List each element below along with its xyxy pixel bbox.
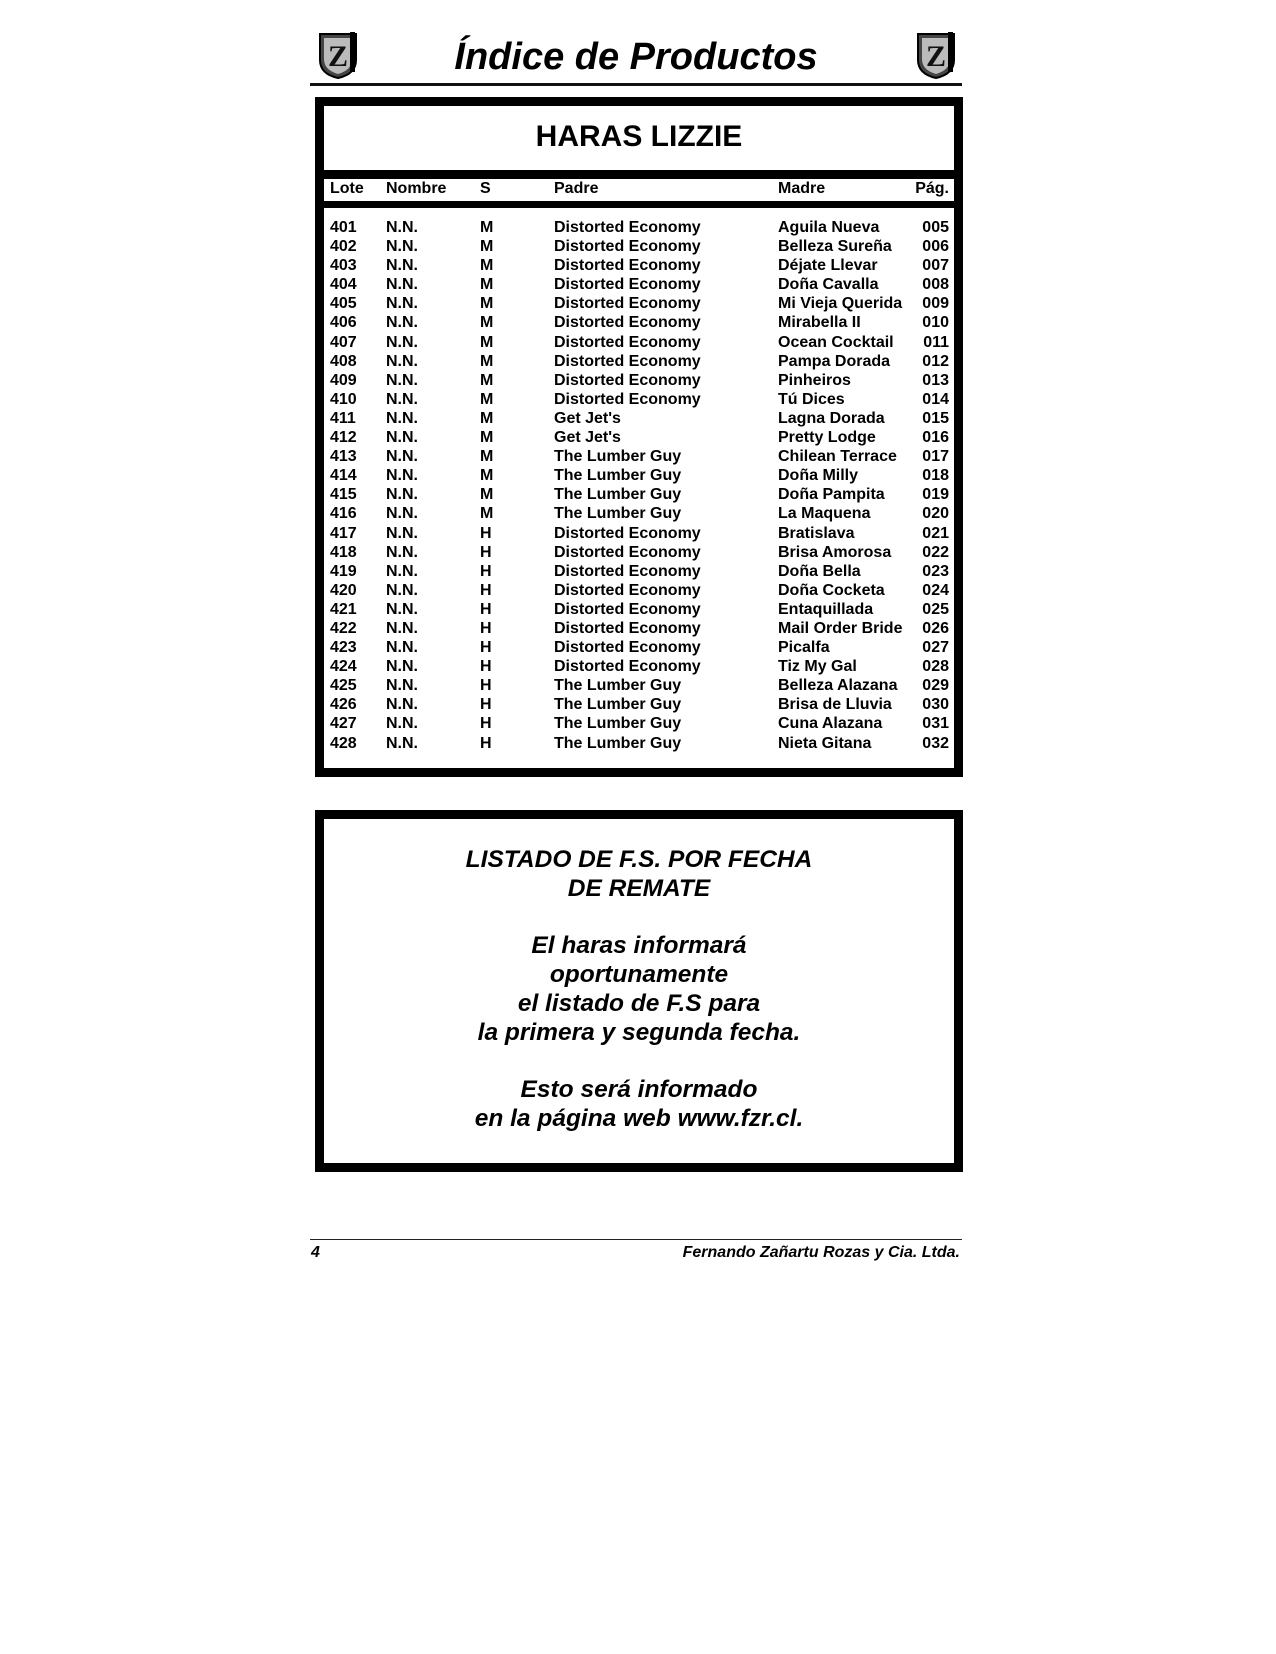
cell-pag: 029 xyxy=(922,677,949,695)
cell-pag: 026 xyxy=(922,619,949,637)
page-title: Índice de Productos xyxy=(454,36,818,78)
table-row xyxy=(324,409,954,428)
column-header-s: S xyxy=(480,180,491,197)
cell-madre: Doña Bella xyxy=(778,562,861,580)
cell-lote: 401 xyxy=(330,219,357,236)
cell-lote: 424 xyxy=(330,658,357,676)
cell-pag: 021 xyxy=(922,524,949,542)
header-rule xyxy=(310,83,962,86)
cell-pag: 027 xyxy=(922,639,949,657)
cell-padre: Distorted Economy xyxy=(554,238,701,256)
column-header-padre: Padre xyxy=(554,180,599,197)
table-row xyxy=(324,734,954,753)
table-row xyxy=(324,485,954,504)
divider xyxy=(324,201,954,208)
cell-pag: 019 xyxy=(922,486,949,504)
cell-pag: 007 xyxy=(922,257,949,275)
cell-madre: Pampa Dorada xyxy=(778,352,891,370)
notice-line: en la página web www.fzr.cl. xyxy=(474,1105,804,1132)
cell-padre: The Lumber Guy xyxy=(554,486,682,504)
cell-lote: 419 xyxy=(330,562,357,580)
column-header-lote: Lote xyxy=(330,180,364,197)
cell-s: M xyxy=(480,276,494,294)
cell-pag: 015 xyxy=(922,409,949,427)
notice-heading: DE REMATE xyxy=(567,875,711,902)
table-row xyxy=(324,352,954,371)
cell-nombre: N.N. xyxy=(386,734,418,752)
cell-lote: 414 xyxy=(330,467,357,485)
cell-padre: The Lumber Guy xyxy=(554,715,682,733)
cell-s: H xyxy=(480,734,492,752)
cell-lote: 402 xyxy=(330,238,357,256)
cell-padre: The Lumber Guy xyxy=(554,467,682,485)
cell-madre: Bratislava xyxy=(778,524,855,542)
cell-nombre: N.N. xyxy=(386,696,418,714)
cell-nombre: N.N. xyxy=(386,619,418,637)
footer-company: Fernando Zañartu Rozas y Cia. Ltda. xyxy=(682,1244,960,1261)
cell-lote: 405 xyxy=(330,295,357,313)
cell-madre: Doña Cavalla xyxy=(778,276,879,294)
cell-padre: Distorted Economy xyxy=(554,619,701,637)
cell-pag: 023 xyxy=(922,562,949,580)
notice-line: la primera y segunda fecha. xyxy=(477,1019,801,1046)
cell-madre: Picalfa xyxy=(778,639,830,657)
cell-nombre: N.N. xyxy=(386,333,418,351)
cell-padre: Distorted Economy xyxy=(554,581,701,599)
haras-product-table xyxy=(315,97,963,777)
cell-madre: Mirabella II xyxy=(778,314,861,332)
cell-s: H xyxy=(480,562,492,580)
cell-madre: Ocean Cocktail xyxy=(778,333,894,351)
cell-madre: Doña Pampita xyxy=(778,486,885,504)
cell-pag: 024 xyxy=(922,581,949,599)
table-row xyxy=(324,657,954,676)
table-row xyxy=(324,714,954,733)
cell-pag: 020 xyxy=(922,505,949,523)
table-body xyxy=(324,218,954,753)
cell-padre: The Lumber Guy xyxy=(554,677,682,695)
cell-madre: Belleza Alazana xyxy=(778,677,898,695)
table-row xyxy=(324,333,954,352)
company-logo-icon xyxy=(912,30,960,80)
cell-madre: Chilean Terrace xyxy=(778,448,897,466)
cell-lote: 422 xyxy=(330,619,357,637)
cell-s: M xyxy=(480,238,494,256)
cell-padre: Distorted Economy xyxy=(554,562,701,580)
cell-nombre: N.N. xyxy=(386,639,418,657)
notice-heading: LISTADO DE F.S. POR FECHA xyxy=(465,846,813,873)
cell-padre: Distorted Economy xyxy=(554,600,701,618)
table-row xyxy=(324,390,954,409)
cell-s: M xyxy=(480,448,494,466)
footer-rule xyxy=(310,1239,962,1240)
cell-s: H xyxy=(480,658,492,676)
cell-lote: 407 xyxy=(330,333,357,351)
cell-nombre: N.N. xyxy=(386,581,418,599)
cell-nombre: N.N. xyxy=(386,371,418,389)
cell-madre: Mi Vieja Querida xyxy=(778,295,903,313)
cell-s: M xyxy=(480,390,494,408)
cell-pag: 011 xyxy=(923,333,949,351)
cell-s: M xyxy=(480,333,494,351)
cell-lote: 427 xyxy=(330,715,357,733)
table-row xyxy=(324,294,954,313)
cell-pag: 008 xyxy=(922,276,949,294)
cell-s: H xyxy=(480,715,492,733)
table-row xyxy=(324,428,954,447)
cell-lote: 426 xyxy=(330,696,357,714)
cell-pag: 009 xyxy=(922,295,949,313)
cell-nombre: N.N. xyxy=(386,276,418,294)
cell-padre: Distorted Economy xyxy=(554,314,701,332)
cell-nombre: N.N. xyxy=(386,390,418,408)
svg-text:Z: Z xyxy=(925,40,947,73)
cell-pag: 014 xyxy=(922,390,949,408)
table-row xyxy=(324,543,954,562)
cell-lote: 420 xyxy=(330,581,357,599)
cell-s: H xyxy=(480,543,492,561)
cell-nombre: N.N. xyxy=(386,658,418,676)
cell-nombre: N.N. xyxy=(386,486,418,504)
cell-lote: 408 xyxy=(330,352,357,370)
cell-padre: The Lumber Guy xyxy=(554,505,682,523)
cell-s: M xyxy=(480,219,494,236)
table-row xyxy=(324,218,954,237)
table-row xyxy=(324,256,954,275)
cell-pag: 016 xyxy=(922,429,949,447)
table-row xyxy=(324,313,954,332)
table-header xyxy=(324,179,954,201)
cell-s: M xyxy=(480,429,494,447)
cell-s: M xyxy=(480,467,494,485)
cell-pag: 010 xyxy=(922,314,949,332)
cell-madre: Doña Milly xyxy=(778,467,859,485)
cell-padre: Distorted Economy xyxy=(554,524,701,542)
cell-s: M xyxy=(480,295,494,313)
cell-lote: 411 xyxy=(330,409,356,427)
cell-lote: 421 xyxy=(330,600,357,618)
cell-pag: 032 xyxy=(922,734,949,752)
cell-padre: Distorted Economy xyxy=(554,390,701,408)
cell-nombre: N.N. xyxy=(386,429,418,447)
cell-lote: 415 xyxy=(330,486,357,504)
cell-madre: Mail Order Bride xyxy=(778,619,903,637)
cell-padre: Distorted Economy xyxy=(554,352,701,370)
cell-padre: The Lumber Guy xyxy=(554,696,682,714)
table-row xyxy=(324,447,954,466)
cell-nombre: N.N. xyxy=(386,600,418,618)
cell-nombre: N.N. xyxy=(386,257,418,275)
table-row xyxy=(324,371,954,390)
cell-lote: 425 xyxy=(330,677,357,695)
cell-padre: Get Jet's xyxy=(554,429,621,447)
cell-pag: 030 xyxy=(922,696,949,714)
cell-lote: 413 xyxy=(330,448,357,466)
cell-pag: 005 xyxy=(922,219,949,236)
cell-s: H xyxy=(480,600,492,618)
cell-madre: Brisa de Lluvia xyxy=(778,696,892,714)
cell-s: M xyxy=(480,371,494,389)
cell-s: M xyxy=(480,486,494,504)
cell-padre: Distorted Economy xyxy=(554,257,701,275)
listado-notice xyxy=(315,810,963,1172)
cell-nombre: N.N. xyxy=(386,409,418,427)
column-header-nombre: Nombre xyxy=(386,180,447,197)
cell-nombre: N.N. xyxy=(386,505,418,523)
table-row xyxy=(324,676,954,695)
cell-nombre: N.N. xyxy=(386,562,418,580)
column-header-pag: Pág. xyxy=(915,180,949,197)
table-row xyxy=(324,504,954,523)
cell-nombre: N.N. xyxy=(386,677,418,695)
cell-nombre: N.N. xyxy=(386,524,418,542)
cell-madre: Tú Dices xyxy=(778,390,845,408)
table-row xyxy=(324,638,954,657)
cell-padre: Distorted Economy xyxy=(554,333,701,351)
haras-title: HARAS LIZZIE xyxy=(535,120,743,153)
cell-lote: 410 xyxy=(330,390,357,408)
cell-pag: 018 xyxy=(922,467,949,485)
cell-madre: Doña Cocketa xyxy=(778,581,885,599)
cell-nombre: N.N. xyxy=(386,715,418,733)
cell-nombre: N.N. xyxy=(386,238,418,256)
table-row xyxy=(324,695,954,714)
cell-pag: 013 xyxy=(922,371,949,389)
page-header xyxy=(310,28,962,86)
cell-madre: Lagna Dorada xyxy=(778,409,885,427)
cell-madre: Pinheiros xyxy=(778,371,851,389)
cell-padre: Get Jet's xyxy=(554,409,621,427)
cell-lote: 406 xyxy=(330,314,357,332)
cell-pag: 025 xyxy=(922,600,949,618)
table-row xyxy=(324,581,954,600)
table-row xyxy=(324,619,954,638)
notice-line: el listado de F.S para xyxy=(517,990,761,1017)
cell-padre: The Lumber Guy xyxy=(554,734,682,752)
cell-lote: 404 xyxy=(330,276,357,294)
cell-lote: 403 xyxy=(330,257,357,275)
cell-madre: Brisa Amorosa xyxy=(778,543,892,561)
cell-s: H xyxy=(480,696,492,714)
cell-padre: Distorted Economy xyxy=(554,276,701,294)
cell-madre: Aguila Nueva xyxy=(778,219,880,236)
cell-s: H xyxy=(480,524,492,542)
cell-madre: Nieta Gitana xyxy=(778,734,872,752)
cell-padre: Distorted Economy xyxy=(554,543,701,561)
cell-pag: 006 xyxy=(922,238,949,256)
cell-madre: Déjate Llevar xyxy=(778,257,878,275)
cell-lote: 417 xyxy=(330,524,357,542)
cell-madre: Entaquillada xyxy=(778,600,874,618)
cell-s: M xyxy=(480,314,494,332)
notice-text xyxy=(324,845,954,1133)
cell-s: H xyxy=(480,581,492,599)
cell-lote: 428 xyxy=(330,734,357,752)
cell-nombre: N.N. xyxy=(386,448,418,466)
cell-madre: La Maquena xyxy=(778,505,871,523)
cell-nombre: N.N. xyxy=(386,314,418,332)
cell-s: M xyxy=(480,409,494,427)
cell-pag: 028 xyxy=(922,658,949,676)
table-row xyxy=(324,524,954,543)
cell-pag: 022 xyxy=(922,543,949,561)
cell-padre: Distorted Economy xyxy=(554,639,701,657)
cell-lote: 416 xyxy=(330,505,357,523)
cell-nombre: N.N. xyxy=(386,352,418,370)
cell-lote: 418 xyxy=(330,543,357,561)
cell-lote: 412 xyxy=(330,429,357,447)
cell-padre: Distorted Economy xyxy=(554,658,701,676)
cell-padre: Distorted Economy xyxy=(554,295,701,313)
table-row xyxy=(324,275,954,294)
table-row xyxy=(324,600,954,619)
cell-madre: Tiz My Gal xyxy=(778,658,857,676)
svg-text:Z: Z xyxy=(327,40,349,73)
cell-madre: Belleza Sureña xyxy=(778,238,892,256)
divider xyxy=(324,170,954,179)
cell-lote: 409 xyxy=(330,371,357,389)
cell-nombre: N.N. xyxy=(386,219,418,236)
cell-s: M xyxy=(480,257,494,275)
cell-padre: Distorted Economy xyxy=(554,371,701,389)
cell-nombre: N.N. xyxy=(386,295,418,313)
cell-padre: Distorted Economy xyxy=(554,219,701,236)
cell-lote: 423 xyxy=(330,639,357,657)
cell-s: M xyxy=(480,352,494,370)
cell-s: H xyxy=(480,677,492,695)
cell-s: H xyxy=(480,619,492,637)
cell-pag: 012 xyxy=(922,352,949,370)
notice-line: Esto será informado xyxy=(520,1076,758,1103)
cell-nombre: N.N. xyxy=(386,467,418,485)
column-header-madre: Madre xyxy=(778,180,826,197)
cell-pag: 031 xyxy=(922,715,949,733)
cell-pag: 017 xyxy=(922,448,949,466)
cell-s: H xyxy=(480,639,492,657)
cell-s: M xyxy=(480,505,494,523)
cell-nombre: N.N. xyxy=(386,543,418,561)
page-number: 4 xyxy=(311,1244,320,1261)
table-row xyxy=(324,466,954,485)
notice-line: El haras informará xyxy=(531,932,747,959)
notice-line: oportunamente xyxy=(549,961,729,988)
table-row xyxy=(324,237,954,256)
table-row xyxy=(324,562,954,581)
cell-madre: Pretty Lodge xyxy=(778,429,876,447)
cell-padre: The Lumber Guy xyxy=(554,448,682,466)
cell-madre: Cuna Alazana xyxy=(778,715,883,733)
